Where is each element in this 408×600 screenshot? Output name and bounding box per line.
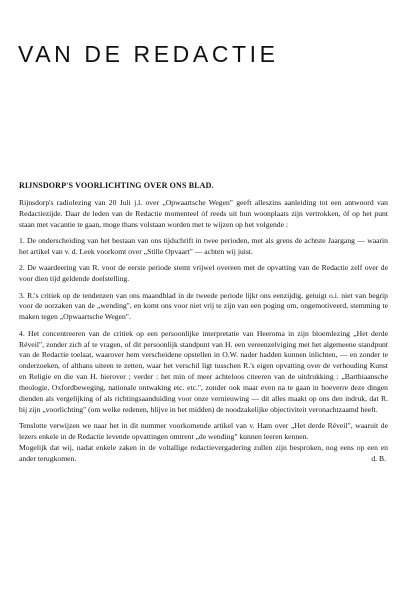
closing-text: Mogelijk dat wij, nadat enkele zaken in de voltallige redactievergadering zullen zijn besproken, nog eens op een en ander terugkomen. [19,443,388,463]
closing-reference-paragraph: Tenslotte verwijzen we naar het in dit nummer voorkomende artikel van v. Ham over „Het derde Réveil", waaruit de lezers enkele in de Redactie levende opvattingen omtrent „de wending" kunnen leeren kennen. [19,421,388,442]
point-2-paragraph: 2. De waardeering van R. voor de eerste periode stemt vrijwel overeen met de opvatting van de Redactie zelf over de voor dien tijd geldende doelstelling. [19,263,388,284]
intro-paragraph: Rijnsdorp's radiolezing van 20 Juli j.l. over „Opwaartsche Wegen" geeft alleszins aanleiding tot een antwoord van Redactiezijde. Daar de leden van de Redactie momenteel óf reeds uit hun woonplaats zijn vertrokken, óf op het punt staan met vacantie te gaan, moge thans volstaan worden met te wijzen op het volgende : [19,198,388,229]
closing-paragraph [19,443,388,465]
point-4-paragraph: 4. Het concentreeren van de critiek op een persoonlijke interpretatie van Heeroma in zijn bloemlezing „Het derde Réveil", zonder zich af te vragen, of dit persoonlijk standpunt van H. een vereenzelviging met het algemeene standpunt van de Redactie toelaat, waarover hem verscheidene opstellen in O.W. nader hadden kunnen inlichten, — en zonder te onderzoeken, of althans uiteen te zetten, waar het verschil ligt tusschen R.'s eigen opvatting over de verhouding Kunst en Religie en die van H. hierover ; verder : het min of meer achteloos citeeren van de uitdrukking : „Barthiaansche theologie, Oxfordbeweging, nationale ontwaking etc. etc.", zonder ook maar even na te gaan in hoeverre deze dingen dienden als vergelijking of als richtingsaanduiding voor onze vernieuwing — dit alles maakt op ons den indruk, dat R. bij zijn „voorlichting" (om welke redenen, blijve in het midden) de noodzakelijke objectiviteit veronachtzaamd heeft. [19,328,388,414]
author-signature: d. B. [371,453,386,463]
point-1-paragraph: 1. De onderscheiding van het bestaan van ons tijdschrift in twee perioden, met als grens de achtste Jaargang — waarin het artikel van v. d. Leek voorkomt over „Stille Opvaart" — achten wij juist. [19,236,388,257]
point-3-paragraph: 3. R.'s critiek op de tendenzen van ons maandblad in de tweede periode lijkt ons eenzijdig, getuigt o.i. niet van begrip voor de oorzaken van de „wending", en komt ons voor niet vrij te zijn van een poging om, ongemotiveerd, stemming te maken tegen „Opwaartsche Wegen". [19,290,388,322]
article-title: RIJNSDORP'S VOORLICHTING OVER ONS BLAD. [19,181,214,190]
editorial-article [19,180,388,465]
section-heading: VAN DE REDACTIE [18,41,279,67]
